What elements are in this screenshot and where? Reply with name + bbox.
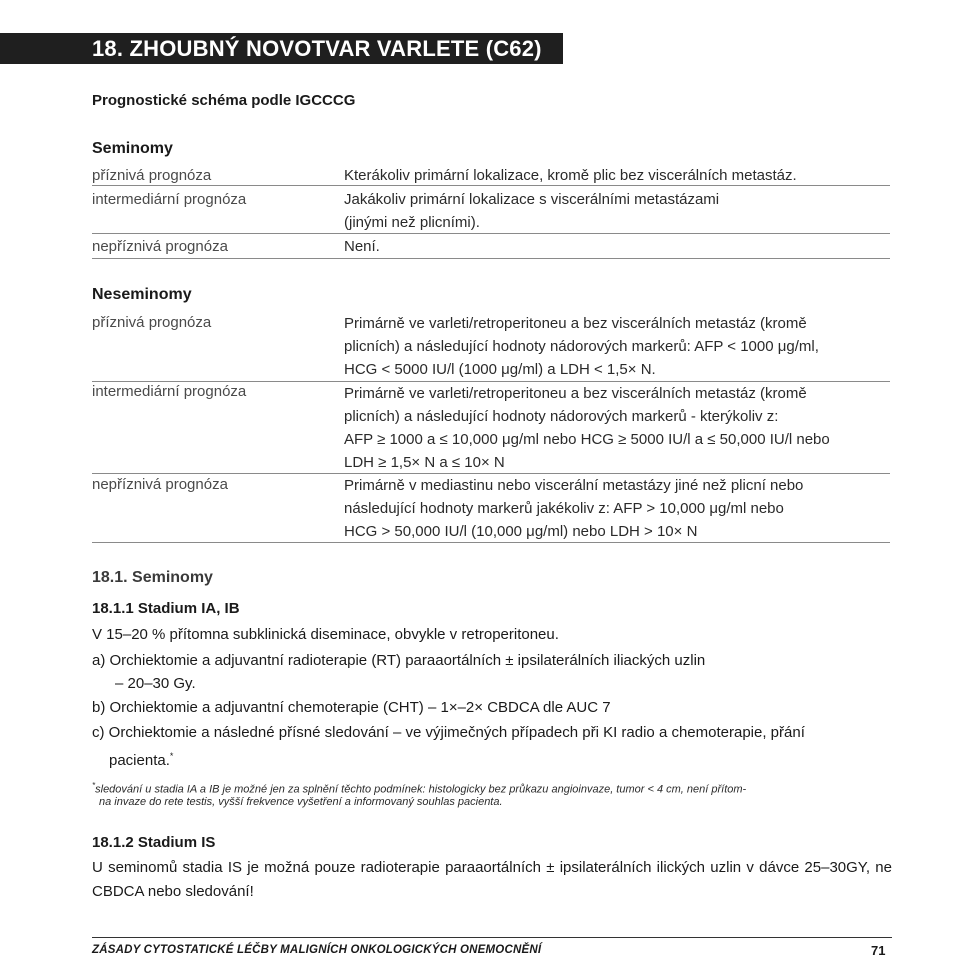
neseminomy-text-intermediate-4: LDH ≥ 1,5× N a ≤ 10× N [344, 454, 505, 471]
neseminomy-heading: Neseminomy [92, 286, 192, 303]
neseminomy-label-poor: nepříznivá prognóza [92, 476, 228, 493]
neseminomy-label-intermediate: intermediární prognóza [92, 383, 247, 400]
stage-1-option-c: c) Orchiektomie a následné přísné sledování – ve výjimečných případech při KI radio a chemoterapie, přání [92, 724, 805, 741]
neseminomy-text-favorable-3: HCG < 5000 IU/l (1000 μg/ml) a LDH < 1,5× N. [344, 361, 656, 378]
section-18-1-1-heading: 18.1.1 Stadium IA, IB [92, 600, 240, 617]
neseminomy-text-intermediate-3: AFP ≥ 1000 a ≤ 10,000 μg/ml nebo HCG ≥ 5000 IU/l a ≤ 50,000 IU/l nebo [344, 431, 830, 448]
footer-title: ZÁSADY CYTOSTATICKÉ LÉČBY MALIGNÍCH ONKOLOGICKÝCH ONEMOCNĚNÍ [92, 944, 542, 956]
seminomy-label-favorable: příznivá prognóza [92, 167, 212, 184]
stage-1-option-b: b) Orchiektomie a adjuvantní chemoterapie (CHT) – 1×–2× CBDCA dle AUC 7 [92, 699, 611, 716]
neseminomy-text-poor-3: HCG > 50,000 IU/l (10,000 μg/ml) nebo LDH > 10× N [344, 523, 698, 540]
footnote-ref: * [169, 751, 174, 761]
seminomy-text-intermediate-2: (jinými než plicními). [344, 214, 480, 231]
footnote-cont: na invaze do rete testis, vyšší frekvence vyšetření a informovaný souhlas pacienta. [99, 796, 503, 808]
chapter-title: 18. ZHOUBNÝ NOVOTVAR VARLETE (C62) [0, 33, 563, 64]
seminomy-heading: Seminomy [92, 140, 173, 157]
neseminomy-text-favorable-1: Primárně ve varleti/retroperitoneu a bez viscerálních metastáz (kromě [344, 315, 807, 332]
footnote: *sledování u stadia IA a IB je možné jen za splnění těchto podmínek: histologicky bez průkazu angioinvaze, tumor < 4 cm, není přítom- [92, 781, 747, 796]
neseminomy-text-poor-1: Primárně v mediastinu nebo viscerální metastázy jiné než plicní nebo [344, 477, 804, 494]
divider [92, 258, 890, 259]
seminomy-text-poor: Není. [344, 238, 380, 255]
section-18-1-heading: 18.1. Seminomy [92, 569, 213, 586]
footer-divider [92, 937, 892, 938]
neseminomy-text-intermediate-1: Primárně ve varleti/retroperitoneu a bez viscerálních metastáz (kromě [344, 385, 807, 402]
neseminomy-text-intermediate-2: plicních) a následující hodnoty nádorových markerů - kterýkoliv z: [344, 408, 779, 425]
stage-1-option-a-dose: – 20–30 Gy. [115, 675, 196, 692]
divider [92, 233, 890, 234]
divider [92, 542, 890, 543]
neseminomy-text-poor-2: následující hodnoty markerů jakékoliv z: AFP > 10,000 μg/ml nebo [344, 500, 784, 517]
seminomy-text-intermediate-1: Jakákoliv primární lokalizace s viscerálními metastázami [344, 191, 720, 208]
seminomy-text-favorable: Kterákoliv primární lokalizace, kromě plic bez viscerálních metastáz. [344, 167, 797, 184]
seminomy-label-poor: nepříznivá prognóza [92, 238, 228, 255]
neseminomy-label-favorable: příznivá prognóza [92, 314, 212, 331]
page-number: 71 [871, 943, 886, 958]
stage-1-option-a: a) Orchiektomie a adjuvantní radioterapie (RT) paraaortálních ± ipsilaterálních iliackých uzlin [92, 652, 706, 669]
seminomy-label-intermediate: intermediární prognóza [92, 191, 247, 208]
stage-1-option-c-cont: pacienta.* [109, 751, 174, 769]
divider [92, 185, 890, 186]
stage-1-intro: V 15–20 % přítomna subklinická diseminace, obvykle v retroperitoneu. [92, 626, 559, 643]
neseminomy-text-favorable-2: plicních) a následující hodnoty nádorových markerů: AFP < 1000 μg/ml, [344, 338, 819, 355]
stage-is-text: U seminomů stadia IS je možná pouze radioterapie paraaortálních ± ipsilaterálních ilických uzlin v dávce 25–30GY, ne CBDCA nebo sledování! [92, 859, 892, 900]
section-18-1-2-heading: 18.1.2 Stadium IS [92, 834, 216, 851]
schema-title: Prognostické schéma podle IGCCCG [92, 92, 356, 109]
